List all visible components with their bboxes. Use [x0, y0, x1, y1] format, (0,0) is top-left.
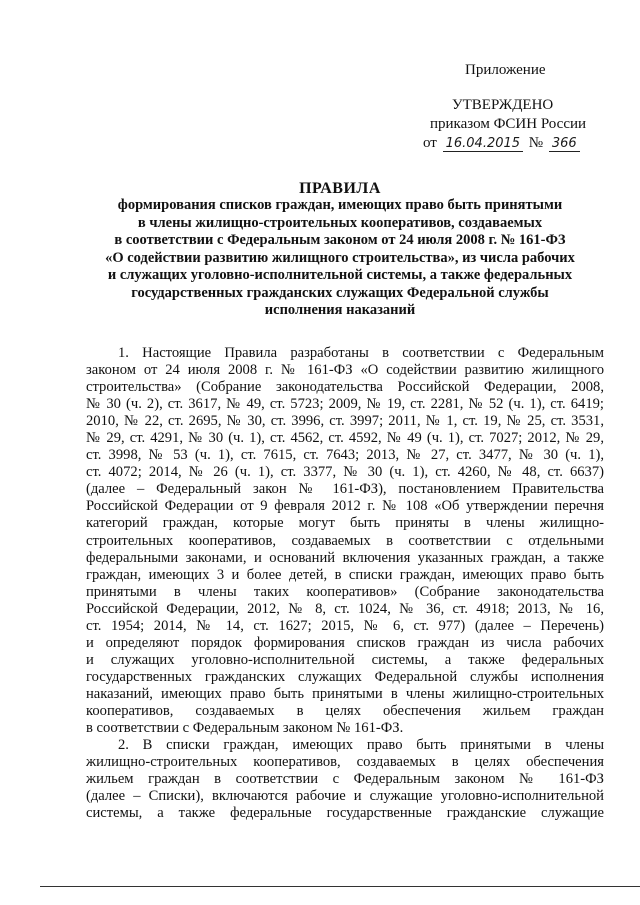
text-line: ст. 3998, № 53 (ч. 1), ст. 7615, ст. 7643; 2013, № 27, ст. 3477, № 30 (ч. 1), [86, 447, 604, 464]
text-line: Российской Федерации от 9 февраля 2012 г. № 108 «Об утверждении перечня [86, 498, 604, 515]
text-line: законом от 24 июля 2008 г. № 161-ФЗ «О содействии развитию жилищного [86, 362, 604, 379]
document-title: ПРАВИЛА [299, 180, 381, 197]
subtitle-line: исполнения наказаний [264, 302, 416, 318]
text-line: № 30 (ч. 2), ст. 3617, № 49, ст. 5723; 2009, № 19, ст. 2281, № 52 (ч. 1), ст. 6419; [86, 396, 604, 413]
text-line: 1. Настоящие Правила разработаны в соответствии с Федеральным [118, 345, 604, 361]
paragraph-2 [86, 737, 604, 822]
text-line: и определяют порядок формирования списков граждан из числа рабочих [86, 634, 604, 651]
text-line: государственных гражданских служащих Федеральной службы исполнения [86, 668, 604, 685]
text-line: наказаний, имеющих право быть принятыми в члены жилищно-строительных [86, 685, 604, 702]
subtitle-line: государственных гражданских служащих Федеральной службы [131, 284, 549, 301]
text-line: строительства» (Собрание законодательства Российской Федерации, 2008, [86, 379, 604, 396]
order-date-number [423, 134, 582, 152]
document-subtitle [60, 197, 620, 320]
number-prefix: № [528, 135, 544, 151]
text-line: в соответствии с Федеральным законом № 161-ФЗ. [86, 720, 404, 737]
text-line: № 29, ст. 4291, № 30 (ч. 1), ст. 4562, ст. 4592, № 49 (ч. 1), ст. 7027; 2012, № 29, [86, 430, 604, 447]
appendix-label: Приложение [465, 62, 546, 78]
subtitle-line: «О содействии развитию жилищного строительства», из числа рабочих [105, 249, 575, 266]
document-body [86, 345, 604, 822]
text-line: и служащих уголовно-исполнительной системы, а также федеральных [86, 651, 604, 668]
text-line: 2. В списки граждан, имеющих право быть принятыми в члены [118, 737, 604, 754]
handwritten-number: 366 [549, 137, 580, 152]
text-line: системы, а также федеральные государственные гражданские служащие [86, 805, 604, 822]
text-line: граждан, имеющих 3 и более детей, в списки граждан, имеющих право быть [86, 566, 604, 583]
text-line: принятыми в члены таких кооперативов» (Собрание законодательства [86, 583, 604, 600]
text-line: жилищно-строительных кооперативов, создаваемых в целях обеспечения [86, 754, 604, 771]
text-line: Российской Федерации, 2012, № 8, ст. 1024, № 36, ст. 4918; 2013, № 16, [86, 600, 604, 617]
subtitle-line: в соответствии с Федеральным законом от 24 июля 2008 г. № 161-ФЗ [114, 232, 566, 248]
handwritten-date: 16.04.2015 [443, 137, 523, 152]
subtitle-line: в члены жилищно-строительных кооперативов, создаваемых [137, 214, 543, 231]
text-line: (далее – Списки), включаются рабочие и служащие уголовно-исполнительной [86, 788, 604, 805]
approved-label: УТВЕРЖДЕНО [452, 97, 554, 113]
subtitle-line: формирования списков граждан, имеющих право быть принятыми [117, 197, 563, 213]
order-by-label: приказом ФСИН России [430, 116, 587, 132]
text-line: 2010, № 22, ст. 2695, № 30, ст. 3996, ст. 3997; 2011, № 1, ст. 19, № 25, ст. 3531, [86, 413, 604, 430]
text-line: ст. 4072; 2014, № 26 (ч. 1), ст. 3377, № 30 (ч. 1), ст. 4260, № 48, ст. 6637) [86, 464, 604, 481]
text-line: строительных кооперативов, создаваемых в соответствии с отдельными [86, 532, 604, 549]
text-line: федеральными законами, и оснований включения указанных граждан, а также [86, 549, 604, 566]
text-line: ст. 1954; 2014, № 14, ст. 1627; 2015, № 6, ст. 977) (далее – Перечень) [86, 617, 604, 634]
date-prefix: от [423, 135, 437, 151]
paragraph-1 [86, 345, 604, 737]
text-line: (далее – Федеральный закон № 161-ФЗ), постановлением Правительства [86, 481, 604, 498]
text-line: кооперативов, создаваемых в целях обеспечения жильем граждан [86, 702, 604, 719]
page-bottom-edge [40, 886, 640, 887]
text-line: жильем граждан в соответствии с Федеральным законом № 161-ФЗ [86, 771, 604, 788]
subtitle-line: и служащих уголовно-исполнительной системы, а также федеральных [107, 267, 573, 283]
text-line: категорий граждан, которые могут быть приняты в члены жилищно- [86, 515, 604, 532]
